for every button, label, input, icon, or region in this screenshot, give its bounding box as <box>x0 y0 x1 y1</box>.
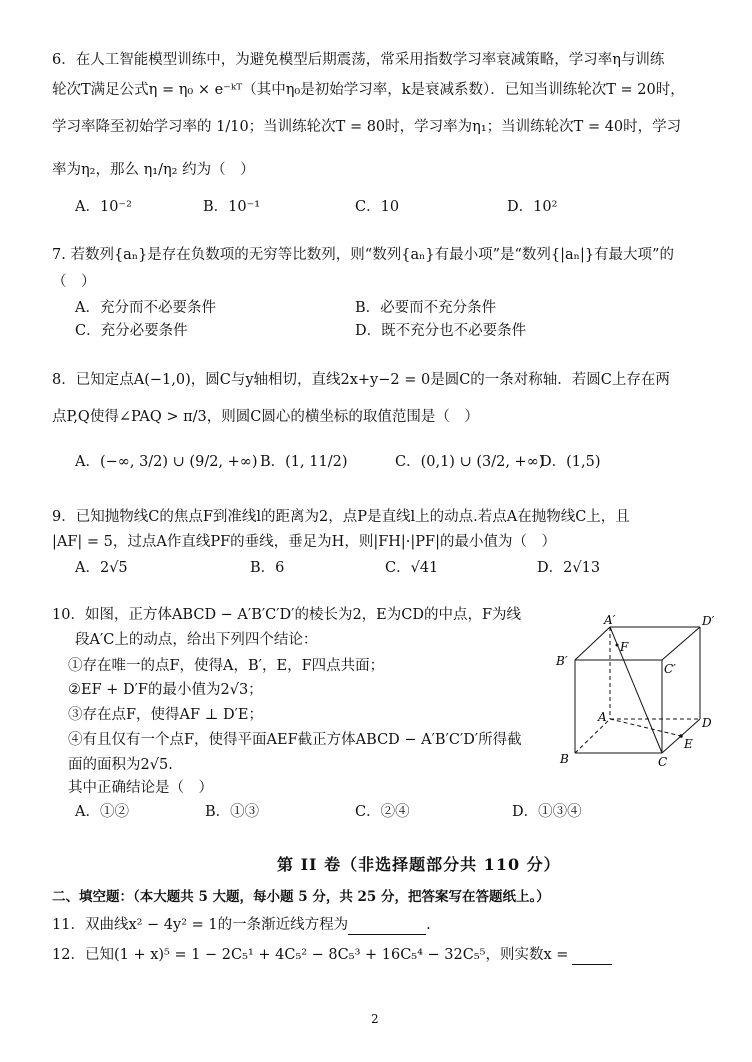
cube-label-d: D <box>702 716 712 730</box>
fill-in-header: 二、填空题：（本大题共 5 大题，每小题 5 分，共 25 分，把答案写在答题纸上。） <box>52 889 550 905</box>
cube-label-b: B <box>560 752 569 766</box>
q10-line-3: ①存在唯一的点F，使得A，B′，E，F四点共面； <box>68 658 385 674</box>
q7-option-a: A．充分而不必要条件 <box>75 300 216 316</box>
q9-option-d: D．2√13 <box>537 560 601 576</box>
q8-line-1: 8．已知定点A(−1,0)，圆C与y轴相切，直线2x+y−2 = 0是圆C的一条对称轴．若圆C上存在两 <box>52 372 670 388</box>
page-number: 2 <box>371 1012 379 1026</box>
q8-option-a: A．(−∞, 3/2) ∪ (9/2, +∞) <box>75 454 258 470</box>
cube-figure <box>550 615 720 775</box>
q7-option-b: B．必要而不充分条件 <box>355 300 497 316</box>
q10-option-b: B．①③ <box>205 804 260 820</box>
q6-line-3: 学习率降至初始学习率的 1/10；当训练轮次T = 80时，学习率为η₁；当训练轮次T = 40时，学习 <box>52 119 682 135</box>
q10-option-a: A．①② <box>75 804 129 820</box>
q8-option-b: B．(1, 11/2) <box>260 454 348 470</box>
q10-line-4: ②EF + D′F的最小值为2√3； <box>68 682 263 698</box>
cube-label-c: C <box>658 755 668 769</box>
cube-label-e: E <box>684 737 693 751</box>
q9-option-c: C．√41 <box>385 560 439 576</box>
q7-option-d: D．既不充分也不必要条件 <box>355 323 527 339</box>
q10-line-8: 其中正确结论是（ ） <box>68 780 213 796</box>
cube-label-a-prime: A′ <box>604 615 616 627</box>
q7-line-2: （ ） <box>52 274 96 290</box>
q6-line-2: 轮次T满足公式η = η₀ × e⁻ᵏᵀ（其中η₀是初始学习率，k是衰减系数）．已知当训练轮次T = 20时， <box>52 82 685 98</box>
q11-stem: 11．双曲线x² − 4y² = 1的一条渐近线方程为 <box>52 917 349 933</box>
q10-line-2: 段A′C上的动点，给出下列四个结论： <box>75 632 318 648</box>
q12-answer-blank[interactable] <box>572 948 612 965</box>
q6-option-b: B．10⁻¹ <box>203 199 261 215</box>
q8-option-c: C．(0,1) ∪ (3/2, +∞) <box>395 454 545 470</box>
cube-label-a: A <box>598 710 607 724</box>
cube-label-d-prime: D′ <box>702 615 715 628</box>
q10-line-6: ④有且仅有一个点F，使得平面AEF截正方体ABCD − A′B′C′D′所得截 <box>68 732 522 748</box>
q8-line-2: 点P,Q使得∠PAQ > π/3，则圆C圆心的横坐标的取值范围是（ ） <box>52 409 479 425</box>
q11-text <box>52 915 431 935</box>
cube-label-f: F <box>620 640 629 654</box>
q9-line-1: 9．已知抛物线C的焦点F到准线l的距离为2，点P是直线l上的动点.若点A在抛物线C上，且 <box>52 509 630 525</box>
q7-option-c: C．充分必要条件 <box>75 323 188 339</box>
section-2-title: 第 II 卷（非选择题部分共 110 分） <box>277 855 561 874</box>
q6-option-a: A．10⁻² <box>75 199 132 215</box>
q6-option-c: C．10 <box>355 199 400 215</box>
q10-line-7: 面的面积为2√5. <box>68 757 173 773</box>
q12-text <box>52 945 612 965</box>
q7-line-1: 7. 若数列{aₙ}是存在负数项的无穷等比数列，则“数列{aₙ}有最小项”是“数列{|aₙ|}有最大项”的 <box>52 247 674 263</box>
q11-answer-blank[interactable] <box>348 918 426 935</box>
q6-line-4: 率为η₂，那么 η₁/η₂ 约为（ ） <box>52 162 255 178</box>
q10-line-1: 10．如图，正方体ABCD − A′B′C′D′的棱长为2，E为CD的中点，F为线 <box>52 607 522 623</box>
cube-label-c-prime: C′ <box>664 662 676 676</box>
q9-option-b: B．6 <box>250 560 285 576</box>
cube-label-b-prime: B′ <box>556 654 568 668</box>
q10-line-5: ③存在点F，使得AF ⊥ D′E； <box>68 707 263 723</box>
q10-option-d: D．①③④ <box>512 804 582 820</box>
q10-option-c: C．②④ <box>355 804 410 820</box>
q9-line-2: |AF| = 5，过点A作直线PF的垂线，垂足为H，则|FH|·|PF|的最小值为（ ） <box>52 534 557 550</box>
q8-option-d: D．(1,5) <box>540 454 601 470</box>
q11-period: . <box>426 917 431 933</box>
q6-option-d: D．10² <box>507 199 558 215</box>
q9-option-a: A．2√5 <box>75 560 128 576</box>
q12-stem: 12．已知(1 + x)⁵ = 1 − 2C₅¹ + 4C₅² − 8C₅³ + 16C₅⁴ − 32C₅⁵，则实数x = <box>52 947 569 963</box>
q6-line-1: 6．在人工智能模型训练中，为避免模型后期震荡，常采用指数学习率衰减策略，学习率η与训练 <box>52 52 665 68</box>
